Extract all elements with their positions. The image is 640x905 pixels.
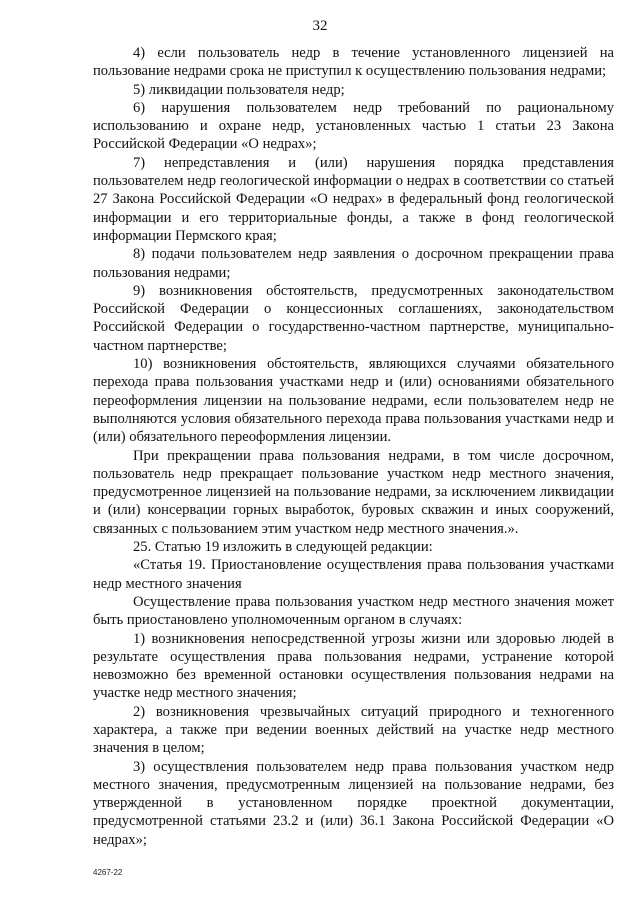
paragraph-suspension-item-3: 3) осуществления пользователем недр права пользования участком недр местного значения, предусмотренным лицензией на пользование недрами, без утвержденной в установленном порядке проектной документации, предусмотренной статьями 23.2 и (или) 36.1 Закона Российской Федерации «О недрах»; — [93, 758, 614, 848]
paragraph-item-7: 7) непредставления и (или) нарушения порядка представления пользователем недр геологической информации о недрах в соответствии со статьей 27 Закона Российской Федерации «О недрах» в федеральный фонд геологической информации и его территориальные фонды, а также в фонд геологической информации Пермского края; — [93, 154, 614, 244]
document-code: 4267-22 — [93, 868, 123, 877]
document-body — [93, 44, 614, 849]
paragraph-termination-note: При прекращении права пользования недрами, в том числе досрочном, пользователь недр прекращает пользование участком недр местного значения, предусмотренное лицензией на пользование недрами, за исключением ликвидации и (или) консервации горных выработок, буровых скважин и иных сооружений, связанных с пользованием этим участком недр местного значения.». — [93, 447, 614, 537]
paragraph-item-8: 8) подачи пользователем недр заявления о досрочном прекращении права пользования недрами; — [93, 246, 614, 281]
paragraph-suspension-item-1: 1) возникновения непосредственной угрозы жизни или здоровью людей в результате осуществления права пользования недрами, устранение которой невозможно без временной остановки осуществления пользования недрами на участке недр местного значения; — [93, 630, 614, 702]
paragraph-item-6: 6) нарушения пользователем недр требований по рациональному использованию и охране недр, установленных частью 1 статьи 23 Закона Российской Федерации «О недрах»; — [93, 99, 614, 153]
paragraph-item-5: 5) ликвидации пользователя недр; — [133, 81, 345, 98]
paragraph-item-9: 9) возникновения обстоятельств, предусмотренных законодательством Российской Федерации о концессионных соглашениях, законодательством Российской Федерации о государственно-частном партнерстве, муниципально-частном партнерстве; — [93, 282, 614, 354]
paragraph-item-4: 4) если пользователь недр в течение установленного лицензией на пользование недрами срока не приступил к осуществлению пользования недрами; — [93, 45, 614, 80]
paragraph-suspension-intro: Осуществление права пользования участком недр местного значения может быть приостановлено уполномоченным органом в случаях: — [93, 593, 614, 629]
paragraph-suspension-item-2: 2) возникновения чрезвычайных ситуаций природного и техногенного характера, а также при ведении военных действий на участке недр местного значения в целом; — [93, 703, 614, 757]
paragraph-item-10: 10) возникновения обстоятельств, являющихся случаями обязательного перехода права пользования участками недр и (или) основаниями обязательного переоформления лицензии на пользование недрами, если пользователем недр не выполняются условия обязательного перехода права пользования участками недр и (или) обязательного переоформления лицензии. — [93, 356, 614, 446]
article-19-heading: «Статья 19. Приостановление осуществления права пользования участками недр местного значения — [93, 557, 614, 592]
page-number: 32 — [312, 18, 328, 34]
paragraph-amendment-25: 25. Статью 19 изложить в следующей редакции: — [133, 539, 433, 556]
